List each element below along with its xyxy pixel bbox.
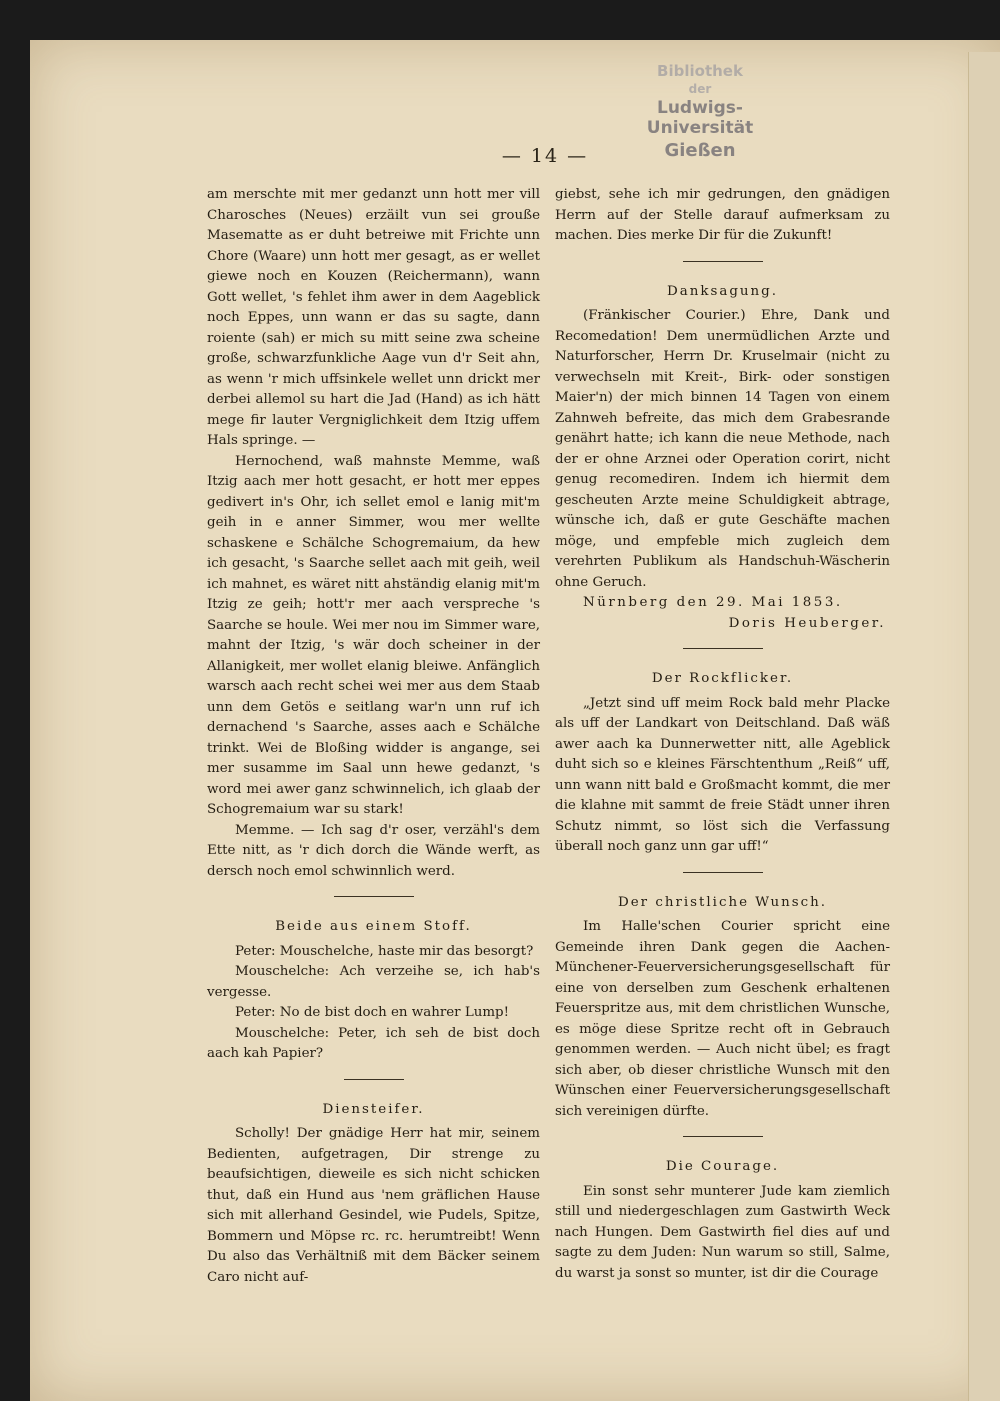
paragraph: Hernochend, waß mahnste Memme, waß Itzig aach mer hott gesacht, er hott mer eppes gedivert in's Ohr, ich sellet emol e lanig mit'm geih in e anner Simmer, wou mer wellte schaskene e Schälche Schogremaium, da hew ich gesacht, 's Saarche sellet aach mit geih, weil ich mahnet, es wäret nitt ahständig elanig mit'm Itzig ze geih; hott'r mer aach verspreche 's Saarche se houle. Wei mer nou im Simmer ware, mahnt der Itzig, 's wär doch scheiner in der Allanigkeit, mer wollet elanig bleiwe. Anfänglich warsch aach recht schei wei mer aus dem Staab unn dem Getös e seitlang war'n unn ruf ich dernachend 's Saarche, asses aach e Schälche trinkt. Wei de Bloßing widder is angange, sei mer susamme im Saal unn hewe gedanzt, 's word mei awer ganz schwinnelich, ich glaab der Schogremaium war su stark! xyxy=(207,453,540,817)
stamp-line-4: Gießen xyxy=(664,140,736,161)
section-heading: Die Courage. xyxy=(665,1159,780,1174)
section-heading: Der christliche Wunsch. xyxy=(618,894,827,910)
section-divider xyxy=(334,896,414,897)
left-column xyxy=(207,185,540,1288)
section-divider xyxy=(683,261,763,262)
next-page-edge xyxy=(968,52,1000,1401)
right-column xyxy=(555,185,890,1284)
paragraph: (Fränkischer Courier.) Ehre, Dank und Recomedation! Dem unermüdlichen Arzte und Naturforscher, Herrn Dr. Kruselmair (nicht zu verwechseln mit Kreit-, Birk- oder sonstigen Maier'n) der mich binnen 14 Tagen von einem Zahnweh befreite, das mich dem Grabesrande genährt hatte; ich kann die neue Methode, nach der er ohne Arznei oder Operation corirt, nicht genug recomediren. Indem ich hiermit dem gescheuten Arzte meine Schuldigkeit abtrage, wünsche ich, daß er gute Geschäfte machen möge, und empfeble mich zugleich dem verehrten Publikum als Handschuh-Wäscherin ohne Geruch. xyxy=(555,308,890,590)
paragraph: am merschte mit mer gedanzt unn hott mer vill Charosches (Neues) erzäilt vun sei grouße Masematte as er duht betreiwe mit Frichte unn Chore (Waare) unn hott mer gesagt, as er wellet giewe noch en Kouzen (Reichermann), wann Gott wellet, 's fehlet ihm awer in dem Aageblick noch Eppes, unn wann er das su sagte, dann roiente (sah) er mich su mitt seine zwa scheine große, schwarzfunkliche Aage vun d'r Seit ahn, as wenn 'r mich uffsinkele wellet unn drickt mer derbei allemol su hart die Jad (Hand) as ich hätt mege fir lauter Vergniglichkeit dem Itzig uffem Hals springe. — xyxy=(207,187,540,448)
signature: Doris Heuberger. xyxy=(728,615,886,631)
section-heading: Diensteifer. xyxy=(322,1101,425,1117)
stamp-line-1: Bibliothek xyxy=(657,62,743,80)
paragraph: giebst, sehe ich mir gedrungen, den gnädigen Herrn auf der Stelle darauf aufmerksam zu machen. Dies merke Dir für die Zukunft! xyxy=(555,187,890,243)
page-number: — 14 — xyxy=(501,145,589,167)
section-divider xyxy=(683,648,763,649)
section-heading: Beide aus einem Stoff. xyxy=(275,919,472,934)
dialogue-line: Mouschelche: Ach verzeihe se, ich hab's vergesse. xyxy=(207,964,540,1000)
paragraph: Im Halle'schen Courier spricht eine Gemeinde ihren Dank gegen die Aachen-Münchener-Feuerversicherungsgesellschaft für eine von derselben zum Geschenk erhaltenen Feuerspritze aus, mit dem christlichen Wunsche, es möge diese Spritze recht oft in Gebrauch genommen werden. — Auch nicht übel; es fragt sich aber, ob dieser christliche Wunsch mit den Wünschen einer Feuerversicherungsgesellschaft sich vereinigen dürfte. xyxy=(555,919,890,1119)
section-divider xyxy=(683,872,763,873)
dialogue-line: Mouschelche: Peter, ich seh de bist doch aach kah Papier? xyxy=(207,1025,540,1061)
library-stamp xyxy=(620,62,780,161)
stamp-line-3: Ludwigs-Universität xyxy=(646,98,754,138)
section-heading: Der Rockflicker. xyxy=(651,671,794,686)
dateline: Nürnberg den 29. Mai 1853. xyxy=(583,595,843,610)
dialogue-line: Peter: Mouschelche, haste mir das besorgt? xyxy=(235,943,534,959)
paragraph: Ein sonst sehr munterer Jude kam ziemlich still und niedergeschlagen zum Gastwirth Weck nach Hungen. Dem Gastwirth fiel dies auf und sagte zu dem Juden: Nun warum so still, Salme, du warst ja sonst so munter, ist dir die Courage xyxy=(555,1183,890,1281)
section-heading: Danksagung. xyxy=(667,283,778,299)
paragraph: Memme. — Ich sag d'r oser, verzähl's dem Ette nitt, as 'r dich dorch die Wände werft, as dersch noch emol schwinnlich werd. xyxy=(207,822,540,879)
section-divider xyxy=(344,1079,404,1080)
paragraph: Scholly! Der gnädige Herr hat mir, seinem Bedienten, aufgetragen, Dir strenge zu beaufsichtigen, dieweile es sich nicht schicken thut, daß ein Hund aus 'nem gräflichen Hause sich mit allerhand Gesindel, wie Pudels, Spitze, Bommern und Möpse rc. rc. herumtreibt! Wenn Du also das Verhältniß mit dem Bäcker seinem Caro nicht auf- xyxy=(207,1126,540,1285)
section-divider xyxy=(683,1136,763,1137)
paragraph: „Jetzt sind uff meim Rock bald mehr Placke als uff der Landkart von Deitschland. Daß wäß awer aach ka Dunnerwetter nitt, alle Ageblick duht sich so e kleines Färschtenthum „Reiß“ uff, unn wann nitt bald e Großmacht kommt, die mer die klahne mit sammt de freie Städt unner ihren Schutz nimmt, so löst sich die Verfassung überall noch ganz unn gar uff!“ xyxy=(555,695,890,854)
dialogue-line: Peter: No de bist doch en wahrer Lump! xyxy=(235,1005,509,1020)
stamp-line-2: der xyxy=(688,82,712,96)
